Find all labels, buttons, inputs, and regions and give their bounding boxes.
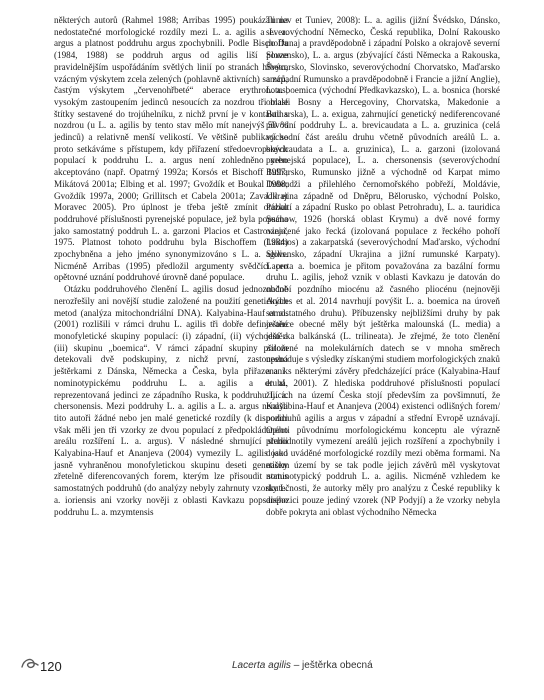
species-name: Lacerta agilis: [232, 660, 291, 671]
running-header: [232, 660, 373, 671]
paragraph: Otázku poddruhového členění L. agilis dosud jednoznačně nerozřešily ani novější studie založené na použití genetických metod (analýza mitochondriální DNA). Kalyabina-Hauf et al. (2001) rozlišili v rámci druhu L. agilis tři dobře definované monofyletické skupiny populací: (i) západní, (ii) východní a (iii) skupinu „boemica“. V rámci západní skupiny přitom detekovali dvě podskupiny, z nichž první, zastoupená ještěrkami z Dánska, Německa a Česka, byla přiřazena k nominotypickému poddruhu L. a. agilis a druhá, reprezentovaná jedinci ze západního Ruska, k poddruhu L. a. chersonensis. Mezi poddruhy L. a. agilis a L. a. argus nenašli tito autoři žádné nebo jen malé genetické rozdíly (k dispozici však měli jen tři vzorky ze dvou populací z předpokládaného areálu rozšíření L. a. argus). V následné shrnující studii Kalyabina-Hauf et Ananjeva (2004) vymezily L. agilis jako jasně vyhraněnou monofyletickou skupinu deseti geneticky zřetelně diferencovaných forem, kterým lze přisoudit status samostatných poddruhů (do analýzy nebyly zahrnuty vzorky L. a. ioriensis ani vzorky nověji z oblasti Kavkazu popsaného poddruhu L. a. mzymtensis: [54, 284, 288, 517]
separator: –: [290, 660, 303, 671]
swirl-ornament-icon: [20, 655, 42, 673]
paragraph: některých autorů (Rahmel 1988; Arribas 1995) poukázali na nedostatečné morfologické rozdíly mezi L. a. agilis a L. a. argus a platnost poddruhu argus zpochybnili. Podle Bischoffa (1984, 1988) se poddruh argus od agilis liší pouze pravidelnějším uspořádáním světlých linií po stranách hřbetu, vzácným výskytem zcela zelených (pohlavně aktivních) samců, častým výskytem „červenohřbeté“ aberace erythronotus, vysokým zastoupením jedinců nesoucích za nozdrou tři malé štítky sestavené do trojúhelníku, z nichž první je v kontaktu s nozdrou (u L. a. agilis by tento stav mělo mít nanejvýš 50 % jedinců) a relativně menší velikostí. Ve většině publikací se proto setkáváme s přístupem, kdy přiřazení středoevropských populací k poddruhu L. a. argus není zohledněno nebo akceptováno (např. Opatrný 1992a; Korsós et Bischoff 1997; Mikátová 2001a; Elbing et al. 1997; Gvoždík et Boukal 1998; Gvoždík 1997a, 2000; Grillitsch et Cabela 2001a; Zavadil et Moravec 2005). Pro úplnost je třeba ještě zmínit otázku poddruhové příslušnosti pyrenejské populace, jež byla popsána jako samostatný poddruh L. a. garzoni Placios et Castroviejo, 1975. Platnost tohoto poddruhu byla Bischoffem (1984) zpochybněna a jeho jméno synonymizováno s L. a. agilis. Nicméně Arribas (1995) předložil argumenty svědčící pro opětovné uznání poddruhové úrovně dané populace.: [54, 15, 288, 283]
page-number: 120: [40, 659, 62, 674]
page-footer: [0, 653, 544, 693]
paragraph: Tuniev et Tuniev, 2008): L. a. agilis (jižní Švédsko, Dánsko, severovýchodní Německo, Česká republika, Dolní Rakousko po Dunaj a pravděpodobně i západní Polsko a okrajově severní Slovensko), L. a. argus (zbývající části Německa a Rakouska, Švýcarsko, Slovinsko, severovýchodní Chorvatsko, Maďarsko a západní Rumunsko a pravděpodobně i Francie a jižní Anglie), L. a. boemica (východní Předkavkazsko), L. a. bosnica (horské oblasti Bosny a Hercegoviny, Chorvatska, Makedonie a Bulharska), L. a. exigua, zahrnující genetický nediferencované původní poddruhy L. a. brevicaudata a L. a. gruzinica (celá východní část areálu druhu včetně původních areálů L. a. brevicaudata a L. a. gruzinica), L. a. garzoni (izolovaná pyrenejská populace), L. a. chersonensis (severovýchodní Bulharsko, Rumunsko jižně a východně od Karpat mimo Dobrudži a přilehlého černomořského pobřeží, Moldávie, Ukrajina západně od Dněpru, Bělorusko, východní Polsko, Pobaltí a západní Rusko po oblast Petrohradu), L. a. tauridica Suchow, 1926 (horská oblast Krymu) a dvě nové formy označené jako řecká (izolovaná populace z řeckého pohoří Lakmos) a zakarpatská (severovýchodní Maďarsko, východní Slovensko, západní Ukrajina a jižní rumunské Karpaty). Lacerta a. boemica je přitom považována za bazální formu druhu L. agilis, jehož vznik v oblasti Kavkazu je datován do období pozdního miocénu až časného pliocénu (nejnověji Andres et al. 2014 navrhují povýšit L. a. boemica na úroveň samostatného druhu). Příbuzensky nejbližšími druhy by pak ještěrce obecné měly být ještěrka malounská (L. media) a ještěrka balkánská (L. trilineata). Je zřejmé, že toto členění založené na molekulárních datech se v mnoha směrech neshoduje s výsledky získanými studiem morfologických znaků a ani s některými závěry předcházející práce (Kalyabina-Hauf et al. 2001). Z hlediska poddruhové příslušnosti populací žijících na území Česka stojí především za povšimnutí, že Kalyabina-Hauf et Ananjeva (2004) existenci odlišných forem/ poddruhů agilis a argus v západní a střední Evropě uznávají. Oproti původnímu morfologickému konceptu ale výrazně přehodnotily vymezení areálů jejich rozšíření a zpochybnily i dosud uváděné morfologické rozdíly mezi oběma formami. Na našem území by se tak podle jejich závěrů měl vyskytovat nominotypický poddruh L. a. agilis. Nicméně vzhledem ke skutečnosti, že autorky měly pro analýzu z České republiky k dispozici pouze jediný vzorek (NP Podyjí) a že vzorky nebyla dobře pokryta ani oblast východního Německa: [266, 15, 500, 517]
text-column-left: [54, 15, 288, 518]
common-name: ještěrka obecná: [302, 660, 373, 671]
text-column-right: [266, 15, 500, 518]
